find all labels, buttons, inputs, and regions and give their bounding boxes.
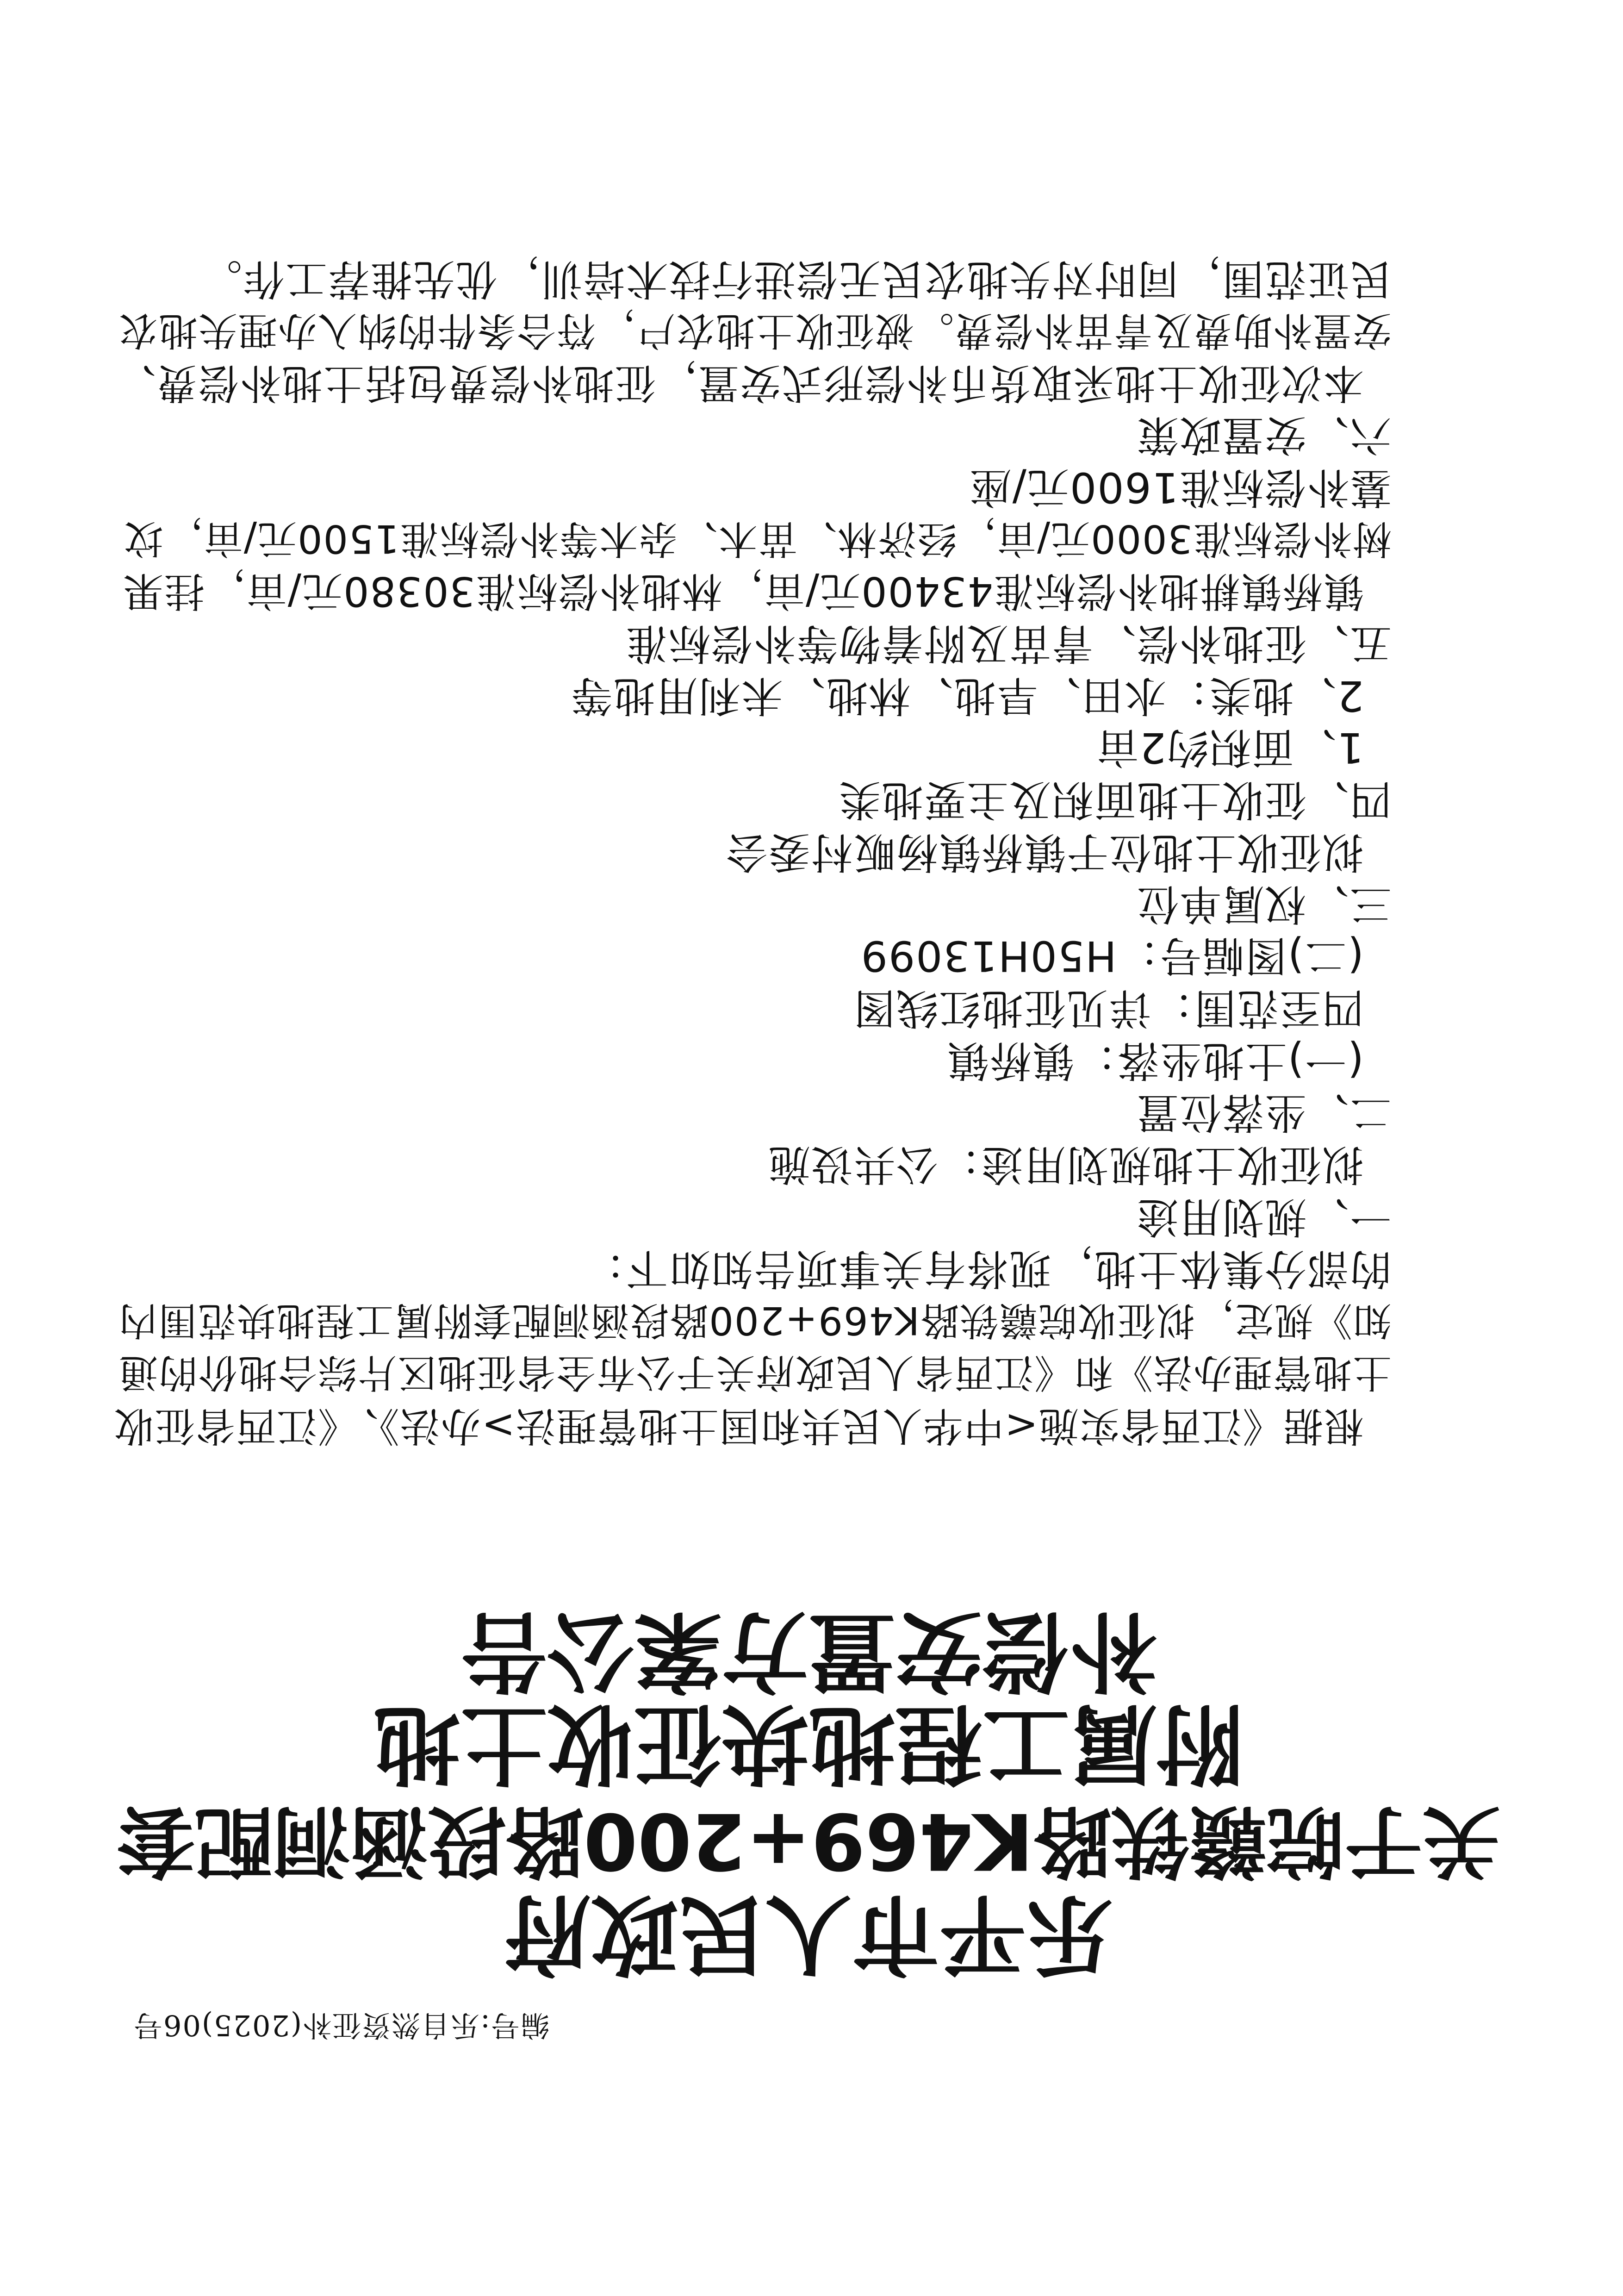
body-paragraph-line: (一)土地坐落：镇桥镇 — [946, 1036, 1364, 1085]
body-paragraph-line: 安置补助费及青苗补偿费。被征收土地农户，符合条件的纳入办理失地农 — [118, 308, 1392, 353]
body-paragraph-line: 根据《江西省实施<中华人民共和国土地管理法>办法》、《江西省征收 — [113, 1403, 1364, 1449]
section-heading: 一、规划用途 — [1136, 1192, 1392, 1241]
body-paragraph-line: 树补偿标准3000元/亩，经济林、苗木、杂木等补偿标准1500元/亩，坟 — [123, 516, 1392, 562]
body-paragraph-line: 四至范围：详见征地红线图 — [853, 984, 1364, 1032]
title-line-issuer: 乐平市人民政府 — [504, 1883, 1113, 1984]
body-paragraph-line: 拟征收土地规划用途：公共设施 — [768, 1140, 1364, 1189]
document-number: 编号:乐自然资征补(2025)06号 — [133, 2009, 549, 2042]
section-heading: 二、坐落位置 — [1136, 1088, 1392, 1136]
body-paragraph-line: (二)图幅号：H50H13099 — [860, 931, 1364, 980]
body-paragraph-line: 1、面积约2亩 — [1096, 723, 1364, 772]
body-paragraph-line: 土地管理办法》和《江西省人民政府关于公布全省征地区片综合地价的通 — [118, 1350, 1392, 1395]
section-heading: 五、征地补偿、青苗及附着物等补偿标准 — [625, 619, 1392, 668]
body-paragraph-line: 民证范围，同时对失地农民无偿进行技术培训，优先推荐工作。 — [199, 255, 1392, 303]
section-heading: 四、征收土地面积及主要地类 — [838, 775, 1392, 824]
section-heading: 六、安置政策 — [1136, 411, 1392, 459]
section-heading: 三、权属单位 — [1136, 880, 1392, 928]
body-paragraph-line: 本次征收土地采取货币补偿形式安置，征地补偿费包括土地补偿费、 — [114, 359, 1364, 407]
body-paragraph-line: 镇桥镇耕地补偿标准43400元/亩，林地补偿标准30380元/亩，挂果 — [122, 568, 1364, 615]
title-line-subject: 关于皖赣铁路K469+200路段涵洞配套 — [117, 1796, 1500, 1886]
body-paragraph-line: 的部分集体土地，现将有关事项告知如下： — [583, 1244, 1392, 1293]
body-paragraph-line: 知》规定，拟征收皖赣铁路K469+200路段涵洞配套附属工程地块范围内 — [118, 1298, 1392, 1343]
body-paragraph-line: 墓补偿标准1600元/座 — [969, 463, 1392, 512]
body-paragraph-line: 拟征收土地位于镇桥镇杨畈村委会 — [725, 828, 1364, 876]
title-line-notice: 补偿安置方案公告 — [460, 1600, 1157, 1701]
body-paragraph-line: 2、地类：水田、旱地、林地、未利用地等 — [570, 671, 1364, 720]
title-line-project: 附属工程地块征收土地 — [373, 1692, 1244, 1794]
